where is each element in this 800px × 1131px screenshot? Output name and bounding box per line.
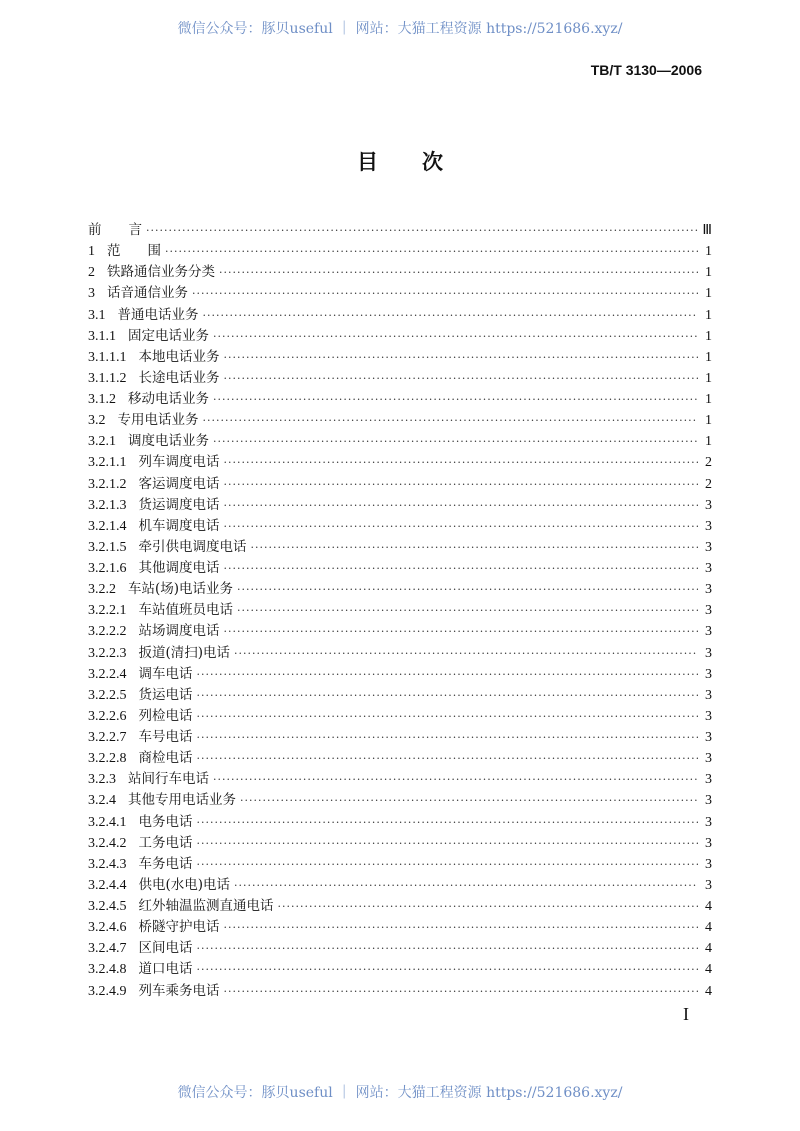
toc-entry-number: 3.2.2.3 bbox=[88, 645, 127, 661]
toc-entry-page: 3 bbox=[705, 518, 712, 534]
toc-entry-page: 1 bbox=[705, 392, 712, 407]
toc-entry-page: 1 bbox=[705, 265, 712, 281]
toc-entry-title: 移动电话业务 bbox=[128, 391, 209, 407]
toc-entry-page: 3 bbox=[705, 582, 712, 598]
toc-entry[interactable] bbox=[88, 389, 712, 410]
toc-entry-page: 2 bbox=[705, 476, 712, 492]
toc-entry-title: 本地电话业务 bbox=[138, 348, 220, 365]
dot-leader bbox=[219, 262, 698, 283]
toc-entry-page: 2 bbox=[705, 455, 712, 471]
toc-entry-page: 1 bbox=[705, 328, 712, 344]
dot-leader bbox=[197, 938, 699, 959]
dot-leader bbox=[213, 326, 698, 347]
dot-leader bbox=[197, 664, 699, 685]
toc-entry-page: 3 bbox=[705, 835, 712, 851]
toc-entry[interactable] bbox=[88, 706, 712, 727]
toc-entry[interactable] bbox=[88, 262, 712, 283]
toc-entry-title: 车务电话 bbox=[138, 855, 193, 872]
toc-entry[interactable] bbox=[88, 664, 712, 685]
toc-entry[interactable] bbox=[88, 621, 712, 642]
toc-entry-page: 3 bbox=[705, 666, 712, 682]
dot-leader bbox=[197, 833, 699, 854]
toc-entry-page: 3 bbox=[705, 497, 712, 513]
toc-entry-number: 3.1.2 bbox=[88, 392, 116, 407]
dot-leader bbox=[224, 368, 699, 389]
watermark-bottom: 微信公众号：豚贝useful ｜ 网站：大猫工程资源 https://521686.xyz/ bbox=[177, 1085, 623, 1101]
toc-entry[interactable] bbox=[88, 600, 712, 621]
dot-leader bbox=[197, 854, 699, 875]
dot-leader bbox=[224, 347, 699, 368]
toc-entry[interactable] bbox=[88, 959, 712, 980]
toc-entry-title: 桥隧守护电话 bbox=[138, 919, 220, 936]
toc-entry-number: 3.2.4.8 bbox=[88, 962, 127, 978]
toc-entry[interactable] bbox=[88, 643, 712, 664]
toc-entry-page: 3 bbox=[705, 603, 712, 619]
toc-entry-page: 3 bbox=[705, 814, 712, 830]
toc-entry[interactable] bbox=[88, 452, 712, 473]
toc-entry-page: 3 bbox=[705, 856, 712, 872]
dot-leader bbox=[165, 241, 698, 262]
toc-entry-number: 3.1.1.2 bbox=[88, 370, 127, 386]
watermark-top: 微信公众号：豚贝useful ｜ 网站：大猫工程资源 https://521686.xyz/ bbox=[177, 21, 623, 37]
toc-entry[interactable] bbox=[88, 917, 712, 938]
toc-entry-page: 1 bbox=[705, 244, 712, 260]
toc-entry-page: Ⅲ bbox=[702, 223, 712, 238]
toc-entry-number: 3.2.1.4 bbox=[88, 518, 127, 534]
toc-entry-page: 3 bbox=[705, 730, 712, 745]
toc-entry-title: 车站(场)电话业务 bbox=[128, 581, 234, 598]
toc-entry-page: 4 bbox=[705, 983, 712, 999]
toc-entry-title: 站场调度电话 bbox=[138, 623, 220, 640]
toc-entry-title: 扳道(清扫)电话 bbox=[138, 644, 231, 661]
dot-leader bbox=[224, 558, 699, 579]
toc-entry[interactable] bbox=[88, 769, 712, 790]
toc-entry-number: 3.2.1.3 bbox=[88, 497, 127, 513]
toc-entry-page: 3 bbox=[705, 645, 712, 661]
dot-leader bbox=[237, 579, 698, 600]
toc-entry[interactable] bbox=[88, 326, 712, 347]
toc-entry-title: 道口电话 bbox=[138, 961, 193, 978]
toc-entry-page: 3 bbox=[705, 877, 712, 893]
toc-entry-number: 3.2.4.9 bbox=[88, 983, 127, 999]
toc-entry-number: 3.2.4.1 bbox=[88, 814, 127, 830]
toc-entry-number: 3.2.2.8 bbox=[88, 751, 127, 767]
toc-entry[interactable] bbox=[88, 790, 712, 811]
toc-entry-number: 3.2.4 bbox=[88, 793, 116, 809]
toc-entry-number: 2 bbox=[88, 265, 95, 281]
toc-entry-page: 3 bbox=[705, 708, 712, 724]
toc-entry-title: 固定电话业务 bbox=[128, 327, 209, 344]
toc-entry[interactable] bbox=[88, 516, 712, 537]
toc-entry-number: 3.2.4.3 bbox=[88, 856, 127, 872]
toc-entry-number: 3.2.4.2 bbox=[88, 835, 127, 851]
dot-leader bbox=[197, 748, 699, 769]
toc-entry-number: 3.2.1.5 bbox=[88, 539, 127, 555]
toc-entry-page: 3 bbox=[705, 793, 712, 809]
toc-entry-page: 3 bbox=[705, 539, 712, 555]
toc-entry-number: 3.2.2.1 bbox=[88, 603, 127, 619]
toc-entry[interactable] bbox=[88, 410, 712, 431]
toc-entry-title: 列车乘务电话 bbox=[138, 982, 220, 999]
toc-entry[interactable] bbox=[88, 558, 712, 579]
toc-entry[interactable] bbox=[88, 875, 712, 896]
toc-entry[interactable] bbox=[88, 220, 712, 241]
toc-entry-number: 3.2.1.1 bbox=[88, 455, 127, 471]
dot-leader bbox=[224, 474, 699, 495]
dot-leader bbox=[240, 790, 698, 811]
dot-leader bbox=[234, 875, 698, 896]
toc-entry-title: 红外轴温监测直通电话 bbox=[138, 898, 274, 914]
dot-leader bbox=[251, 537, 699, 558]
toc-entry-number: 3.2.3 bbox=[88, 772, 116, 788]
toc-entry[interactable] bbox=[88, 495, 712, 516]
toc-entry-page: 1 bbox=[705, 434, 712, 450]
toc-entry-title: 站间行车电话 bbox=[128, 771, 209, 788]
toc-entry-page: 1 bbox=[705, 413, 712, 429]
dot-leader bbox=[197, 727, 699, 748]
toc-entry-title: 货运调度电话 bbox=[138, 496, 220, 513]
toc-entry-number: 3.2.1.6 bbox=[88, 561, 127, 576]
dot-leader bbox=[237, 600, 698, 621]
toc-entry[interactable] bbox=[88, 812, 712, 833]
toc-entry-page: 1 bbox=[705, 349, 712, 365]
toc-entry-number: 3.2.2.7 bbox=[88, 730, 127, 745]
dot-leader bbox=[234, 643, 698, 664]
dot-leader bbox=[146, 220, 698, 241]
toc-entry-page: 3 bbox=[705, 751, 712, 767]
toc-entry-number: 3.1.1 bbox=[88, 328, 116, 344]
toc-entry-title: 普通电话业务 bbox=[117, 306, 199, 323]
toc-entry-title: 列车调度电话 bbox=[138, 454, 220, 471]
standard-number: TB/T 3130—2006 bbox=[590, 62, 702, 78]
toc-entry-title: 长途电话业务 bbox=[138, 369, 220, 386]
toc-entry-number: 3 bbox=[88, 286, 95, 302]
toc-entry-number: 3.2.4.5 bbox=[88, 899, 127, 914]
toc-entry-title: 列检电话 bbox=[138, 707, 193, 724]
dot-leader bbox=[224, 452, 699, 473]
toc-entry-title: 车号电话 bbox=[138, 729, 193, 745]
toc-entry[interactable] bbox=[88, 431, 712, 452]
toc-entry[interactable] bbox=[88, 283, 712, 304]
toc-entry-title: 话音通信业务 bbox=[107, 285, 188, 302]
dot-leader bbox=[224, 981, 699, 1002]
toc-entry-page: 4 bbox=[705, 941, 712, 957]
toc-entry-title: 其他调度电话 bbox=[138, 560, 220, 576]
toc-entry-number: 3.2 bbox=[88, 413, 106, 429]
toc-entry[interactable] bbox=[88, 896, 712, 917]
toc-entry[interactable] bbox=[88, 748, 712, 769]
toc-entry[interactable] bbox=[88, 854, 712, 875]
toc-entry-number: 3.2.4.4 bbox=[88, 877, 127, 893]
dot-leader bbox=[224, 621, 699, 642]
dot-leader bbox=[203, 410, 699, 431]
toc-entry-title: 范 围 bbox=[107, 243, 161, 260]
toc-entry-page: 1 bbox=[705, 370, 712, 386]
toc-entry[interactable] bbox=[88, 579, 712, 600]
toc-entry-title: 区间电话 bbox=[138, 940, 193, 957]
toc-entry-title: 工务电话 bbox=[138, 834, 193, 851]
toc-entry-number: 3.2.2 bbox=[88, 582, 116, 598]
dot-leader bbox=[197, 685, 699, 706]
dot-leader bbox=[213, 389, 698, 410]
toc-entry[interactable] bbox=[88, 685, 712, 706]
toc-entry-number: 3.2.4.6 bbox=[88, 920, 127, 936]
toc-entry-title: 铁路通信业务分类 bbox=[107, 264, 215, 281]
dot-leader bbox=[197, 812, 699, 833]
dot-leader bbox=[213, 431, 698, 452]
toc-entry-number: 1 bbox=[88, 244, 95, 260]
toc-entry-title: 调度电话业务 bbox=[128, 433, 209, 450]
toc-entry-title: 前 言 bbox=[88, 222, 142, 238]
page-title: 目次 bbox=[357, 149, 487, 174]
toc-entry[interactable] bbox=[88, 727, 712, 748]
toc-entry-title: 货运电话 bbox=[138, 686, 193, 703]
toc-entry-number: 3.2.2.5 bbox=[88, 687, 127, 703]
dot-leader bbox=[224, 495, 699, 516]
dot-leader bbox=[197, 959, 699, 980]
toc-entry[interactable] bbox=[88, 347, 712, 368]
dot-leader bbox=[224, 917, 699, 938]
toc-entry-page: 1 bbox=[705, 307, 712, 323]
toc-entry-number: 3.1.1.1 bbox=[88, 349, 127, 365]
toc-entry-page: 1 bbox=[705, 286, 712, 302]
toc-entry-title: 调车电话 bbox=[138, 665, 193, 682]
toc-entry[interactable] bbox=[88, 833, 712, 854]
toc-entry-title: 牵引供电调度电话 bbox=[138, 538, 247, 555]
toc-entry-number: 3.2.1.2 bbox=[88, 476, 127, 492]
toc-entry[interactable] bbox=[88, 474, 712, 495]
dot-leader bbox=[203, 305, 699, 326]
toc-entry-page: 3 bbox=[705, 687, 712, 703]
toc-entry-title: 商检电话 bbox=[138, 750, 193, 767]
toc-entry-number: 3.2.2.2 bbox=[88, 624, 127, 640]
toc-entry-number: 3.2.2.4 bbox=[88, 666, 127, 682]
toc-entry-title: 车站值班员电话 bbox=[138, 602, 233, 619]
dot-leader bbox=[213, 769, 698, 790]
dot-leader bbox=[197, 706, 699, 727]
toc-entry-title: 专用电话业务 bbox=[117, 412, 199, 429]
toc-entry-title: 电务电话 bbox=[138, 813, 193, 830]
toc-entry[interactable] bbox=[88, 305, 712, 326]
toc-entry-page: 4 bbox=[705, 899, 712, 914]
toc-entry-page: 4 bbox=[705, 962, 712, 978]
toc-entry[interactable] bbox=[88, 981, 712, 1002]
dot-leader bbox=[224, 516, 699, 537]
toc-entry-title: 机车调度电话 bbox=[138, 517, 220, 534]
toc-entry-number: 3.2.4.7 bbox=[88, 941, 127, 957]
toc-entry-page: 3 bbox=[705, 624, 712, 640]
toc-entry[interactable] bbox=[88, 368, 712, 389]
toc-entry-page: 3 bbox=[705, 772, 712, 788]
toc-entry-number: 3.2.2.6 bbox=[88, 708, 127, 724]
toc-entry-number: 3.1 bbox=[88, 307, 106, 323]
toc-entry-title: 客运调度电话 bbox=[138, 475, 220, 492]
toc-entry[interactable] bbox=[88, 537, 712, 558]
toc-entry[interactable] bbox=[88, 241, 712, 262]
page-number: I bbox=[683, 1004, 689, 1024]
dot-leader bbox=[192, 283, 698, 304]
toc-entry-number: 3.2.1 bbox=[88, 434, 116, 450]
toc-entry-page: 4 bbox=[705, 920, 712, 936]
toc-entry-title: 供电(水电)电话 bbox=[138, 876, 231, 893]
toc-entry[interactable] bbox=[88, 938, 712, 959]
toc-entry-page: 3 bbox=[705, 561, 712, 576]
toc-entry-title: 其他专用电话业务 bbox=[128, 792, 236, 809]
dot-leader bbox=[278, 896, 699, 917]
table-of-contents bbox=[88, 220, 712, 1002]
